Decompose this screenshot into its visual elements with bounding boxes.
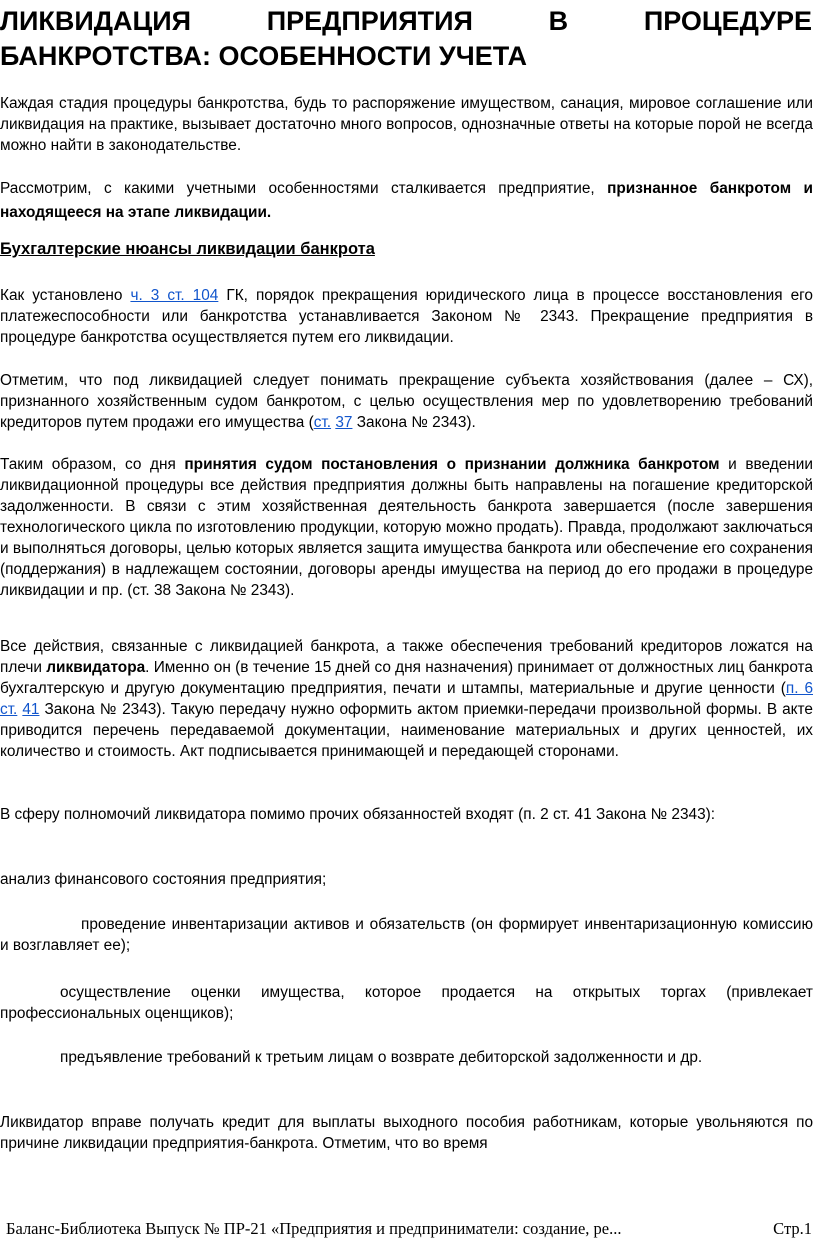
link-point-6-article[interactable]: п. 6 ст. xyxy=(0,680,813,718)
title-line-2: БАНКРОТСТВА: ОСОБЕННОСТИ УЧЕТА xyxy=(0,41,528,71)
paragraph-powers: В сферу полномочий ликвидатора помимо прочих обязанностей входят (п. 2 ст. 41 Закона № 2343): xyxy=(0,806,716,823)
page-title xyxy=(0,4,812,74)
paragraph-liquidator: Все действия, связанные с ликвидацией банкрота, а также обеспечения требований кредиторов ложатся на плечи ликвидатора. Именно он (в течение 15 дней со дня назначения) принимает от должностных лиц банкрота бухгалтерскую и другую документацию предприятия, печати и штампы, материальные и другие ценности (п. 6 ст. 41 Закона № 2343). Такую передачу нужно оформить актом приемки-передачи произвольной формы. В акте приводится перечень передаваемой документации, наименование материальных и других ценностей, их количество и стоимость. Акт подписывается принимающей и передающей сторонами. xyxy=(0,638,813,760)
link-article[interactable]: ст. xyxy=(313,414,332,431)
page-footer xyxy=(6,1219,812,1239)
paragraph-established: Как установлено ч. 3 ст. 104 ГК, порядок прекращения юридического лица в процессе восстановления его платежеспособности или банкротства устанавливается Законом № 2343. Прекращение предприятия в процедуре банкротства осуществляется путем его ликвидации. xyxy=(0,287,813,346)
paragraph-thus: Таким образом, со дня принятия судом постановления о признании должника банкротом и введении ликвидационной процедуры все действия предприятия должны быть направлены на погашение кредиторской задолженности. В связи с этим хозяйственная деятельность банкрота завершается (после завершения технологического цикла по изготовлению продукции, которую можно продать). Правда, продолжают заключаться и выполняться договоры, целью которых является защита имущества банкрота или обеспечение его сохранения (поддержания) в надлежащем состоянии, договоры аренды имущества на период до его продажи в процедуре ликвидации и пр. (ст. 38 Закона № 2343). xyxy=(0,456,813,599)
list-item: предъявление требований к третьим лицам о возврате дебиторской задолженности и др. xyxy=(60,1049,703,1066)
paragraph-consider: Рассмотрим, с какими учетными особенностями сталкивается предприятие, признанное банкротом и находящееся на этапе ликвидации. xyxy=(0,180,813,221)
page-number: Стр.1 xyxy=(773,1219,812,1238)
list-item: проведение инвентаризации активов и обязательств (он формирует инвентаризационную комиссию и возглавляет ее); xyxy=(0,916,813,954)
list-item: анализ финансового состояния предприятия; xyxy=(0,871,327,888)
paragraph-liquidation-definition: Отметим, что под ликвидацией следует понимать прекращение субъекта хозяйствования (далее – СХ), признанного хозяйственным судом банкротом, с целью осуществления мер по удовлетворению требований кредиторов путем продажи его имущества (ст. 37 Закона № 2343). xyxy=(0,372,813,431)
link-civil-code-article[interactable]: ч. 3 ст. 104 xyxy=(130,287,219,304)
intro-paragraph: Каждая стадия процедуры банкротства, будь то распоряжение имуществом, санация, мировое соглашение или ликвидация на практике, вызывает достаточно много вопросов, однозначные ответы на которые порой не всегда можно найти в законодательстве. xyxy=(0,95,813,154)
list-item: осуществление оценки имущества, которое продается на открытых торгах (привлекает профессиональных оценщиков); xyxy=(0,984,813,1022)
footer-text: Баланс-Библиотека Выпуск № ПР-21 «Предприятия и предприниматели: создание, ре... xyxy=(6,1219,622,1238)
section-heading: Бухгалтерские нюансы ликвидации банкрота xyxy=(0,240,375,258)
title-line-1: ЛИКВИДАЦИЯ ПРЕДПРИЯТИЯ В ПРОЦЕДУРЕ xyxy=(0,6,812,36)
paragraph-credit: Ликвидатор вправе получать кредит для выплаты выходного пособия работникам, которые увольняются по причине ликвидации предприятия-банкрота. Отметим, что во время xyxy=(0,1114,813,1152)
link-article-37[interactable]: 37 xyxy=(335,414,353,431)
link-article-41[interactable]: 41 xyxy=(22,701,40,718)
